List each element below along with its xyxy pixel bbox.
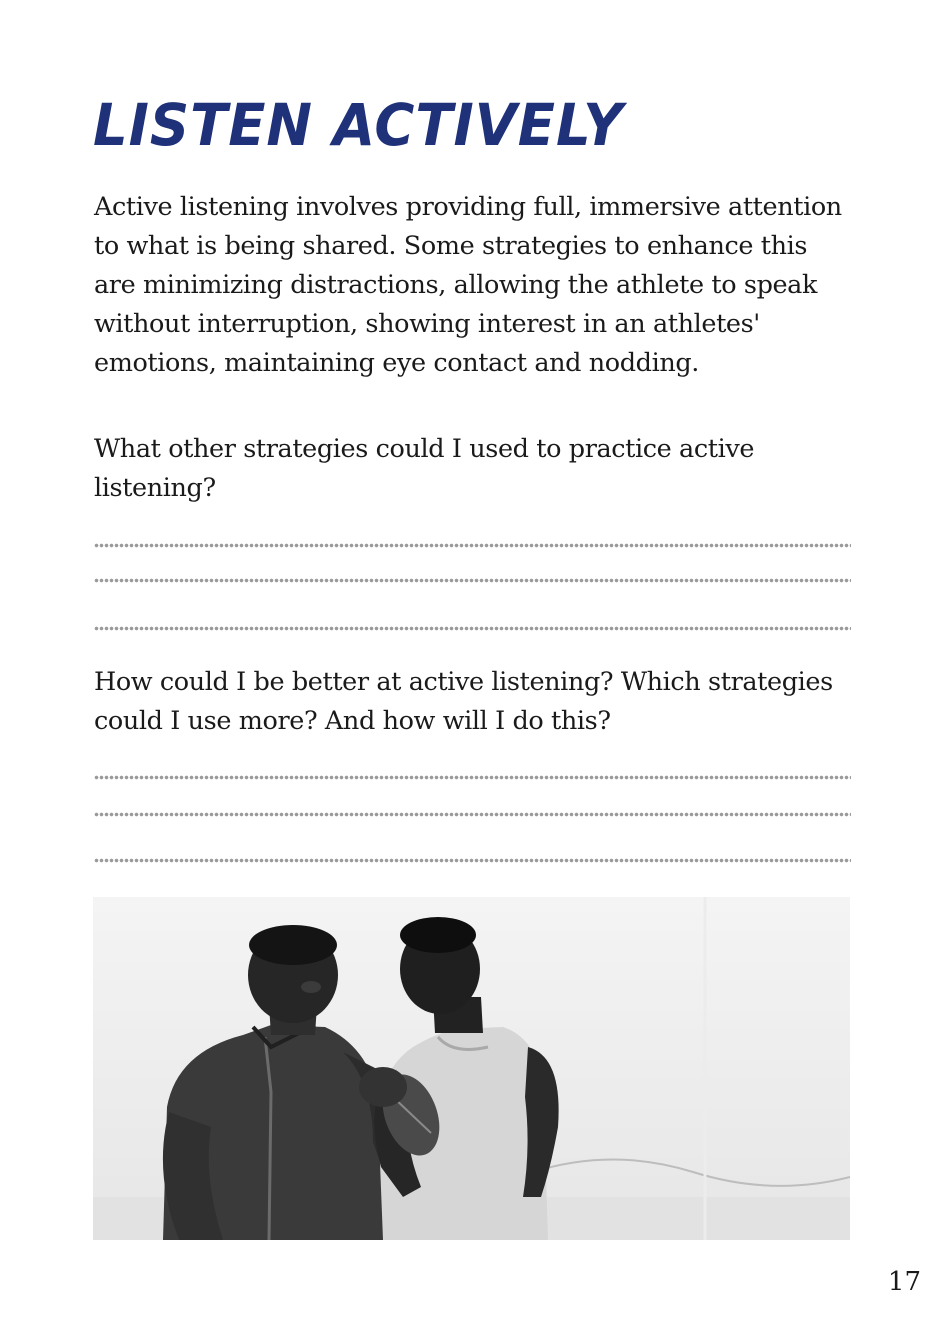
intro-paragraph: Active listening involves providing full, immersive attention to what is being shared. Some strategies to enhance this are minimizing distractions, allowing the athlete to speak without interruption, showing interest in an athletes' emotions, maintaining eye contact and nodding. [94, 192, 842, 378]
photo-illustration [93, 897, 850, 1240]
question-1: What other strategies could I used to practice active listening? [94, 434, 755, 503]
answer-line-2-3[interactable] [94, 858, 851, 863]
coach-athlete-photo [93, 897, 850, 1240]
answer-line-1-3[interactable] [94, 626, 851, 631]
question-2: How could I be better at active listening? Which strategies could I use more? And how will I do this? [94, 667, 833, 736]
answer-line-2-1[interactable] [94, 775, 851, 780]
page-number: 17 [887, 1267, 921, 1297]
answer-line-1-1[interactable] [94, 543, 851, 548]
page-title: LISTEN ACTIVELY [93, 91, 624, 159]
answer-line-1-2[interactable] [94, 578, 851, 583]
answer-line-2-2[interactable] [94, 812, 851, 817]
